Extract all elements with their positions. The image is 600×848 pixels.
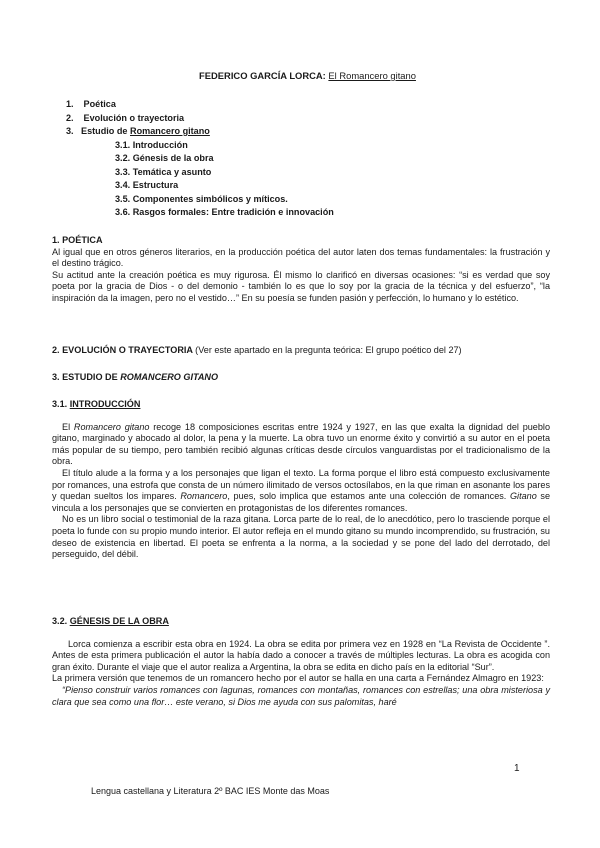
paragraph: Al igual que en otros géneros literarios, en la producción poética del autor laten dos temas fundamentales: la frustración y el destino trágico. bbox=[52, 246, 550, 269]
section-heading bbox=[52, 616, 550, 628]
paragraph-text: El bbox=[62, 421, 74, 432]
section-heading-number: 3.2. bbox=[52, 616, 70, 626]
toc-subitem: 3.2. Génesis de la obra bbox=[115, 153, 214, 163]
quote-text: “Pienso construir varios romances con lagunas, romances con montañas, romances con estrellas; una obra misteriosa y clara que sea como una flor… este verano, si Dios me ayuda con sus palomitas, haré bbox=[52, 684, 550, 707]
section-poetica bbox=[52, 235, 550, 305]
toc-item-title: Romancero gitano bbox=[130, 126, 210, 136]
section-heading: 1. POÉTICA bbox=[52, 235, 103, 245]
section-genesis bbox=[52, 616, 550, 708]
toc-subitem: 3.4. Estructura bbox=[115, 180, 179, 190]
section-heading-label: GÉNESIS DE LA OBRA bbox=[69, 616, 169, 626]
toc-item-number: 3. bbox=[66, 126, 74, 136]
paragraph: No es un libro social o testimonial de la raza gitana. Lorca parte de lo real, de lo anecdótico, pero lo trasciende porque el poeta lo funde con su propio mundo interior. El autor refleja en el mundo gitano su mundo incomprendido, su frustración, su deseo de existencia en libertad. El poeta se enfrenta a la norma, a la sociedad y se pone del lado del derrotado, del perseguido, del débil. bbox=[52, 514, 550, 560]
title-work: El Romancero gitano bbox=[328, 70, 416, 81]
section-heading-number: 3.1. bbox=[52, 399, 70, 409]
toc-subitem: 3.6. Rasgos formales: Entre tradición e innovación bbox=[115, 207, 334, 217]
section-note: (Ver este apartado en la pregunta teórica: El grupo poético del 27) bbox=[195, 345, 462, 355]
section-heading bbox=[52, 345, 550, 357]
page-footer: Lengua castellana y Literatura 2º BAC IES Monte das Moas bbox=[91, 786, 330, 796]
toc-subitem: 3.3. Temática y asunto bbox=[115, 166, 212, 177]
section-heading-label: 3. ESTUDIO DE bbox=[52, 372, 121, 382]
toc-item bbox=[66, 112, 546, 126]
toc-item-label: Poética bbox=[83, 99, 116, 109]
toc-item-label: Estudio de bbox=[81, 126, 131, 136]
toc-subitem: 3.5. Componentes simbólicos y míticos. bbox=[115, 193, 288, 204]
section-heading-label: 2. EVOLUCIÓN O TRAYECTORIA bbox=[52, 345, 193, 355]
document-title: FEDERICO GARCÍA LORCA: El Romancero gitano bbox=[199, 70, 416, 81]
toc-item-label: Evolución o trayectoria bbox=[83, 112, 185, 123]
paragraph: Su actitud ante la creación poética es muy rigurosa. Él mismo lo clarificó en diversas ocasiones: “si es verdad que soy poeta por la gracia de Dios - o del demonio - también lo es que lo soy por la gracia de la técnica y del esfuerzo”, “la inspiración da la imagen, pero no el vestido…” En su poesía se funden pasión y perfección, lo humano y lo estético. bbox=[52, 269, 550, 303]
section-heading-title: ROMANCERO GITANO bbox=[120, 372, 219, 382]
paragraph: Lorca comienza a escribir esta obra en 1924. La obra se edita por primera vez en 1928 en “La Revista de Occidente ”. Antes de esta primera publicación el autor la había dado a conocer a través de múltiples lecturas. La obra es acogida con gran éxito. Durante el viaje que el autor realiza a Argentina, la obra se edita en dicho país en la editorial “Sur”. bbox=[52, 638, 550, 672]
section-evolucion bbox=[52, 345, 550, 357]
section-heading-label: INTRODUCCIÓN bbox=[69, 399, 141, 409]
paragraph-italic: Romancero gitano bbox=[73, 421, 150, 432]
section-heading bbox=[52, 399, 550, 411]
section-heading bbox=[52, 372, 550, 384]
paragraph bbox=[52, 422, 550, 468]
section-introduccion bbox=[52, 399, 550, 561]
paragraph-italic: Romancero bbox=[180, 491, 228, 502]
paragraph-text: , pues, solo implica que estamos ante una colección de romances. bbox=[227, 491, 510, 502]
toc-item-number: 1. bbox=[66, 99, 74, 109]
paragraph bbox=[52, 468, 550, 514]
toc-subitem: 3.1. Introducción bbox=[115, 139, 188, 150]
paragraph-text: recoge 18 composiciones escritas entre 1924 y 1927, en las que exalta la dignidad del pueblo gitano, marginado y abocado al dolor, la pena y la muerte. La obra tuvo un enorme éxito y convirtió a su autor en el poeta más popular de su tiempo, pero también recibió algunas críticas desde círculos vanguardistas por el tradicionalismo de la obra. bbox=[52, 421, 551, 467]
section-estudio bbox=[52, 372, 550, 384]
title-author: FEDERICO GARCÍA LORCA bbox=[199, 70, 323, 81]
paragraph: La primera versión que tenemos de un romancero hecho por el autor se halla en una carta a Fernández Almagro en 1923: bbox=[52, 673, 544, 684]
paragraph-text: se vincula a los personajes que se convierten en protagonistas de los diferentes romances. bbox=[52, 491, 551, 513]
toc-item bbox=[66, 125, 546, 139]
toc-item bbox=[66, 98, 546, 112]
paragraph-text: El título alude a la forma y a los personajes que ligan el texto. La forma porque el libro está compuesto exclusivamente por romances, una estrofa que consta de un número ilimitado de versos octosílabos, en la que riman en asonante los pares y quedan sueltos los impares. bbox=[52, 467, 550, 502]
paragraph-italic: Gitano bbox=[509, 491, 537, 502]
table-of-contents bbox=[66, 98, 546, 220]
quote bbox=[52, 685, 550, 708]
toc-item-number: 2. bbox=[66, 112, 74, 123]
page-number: 1 bbox=[514, 763, 520, 774]
